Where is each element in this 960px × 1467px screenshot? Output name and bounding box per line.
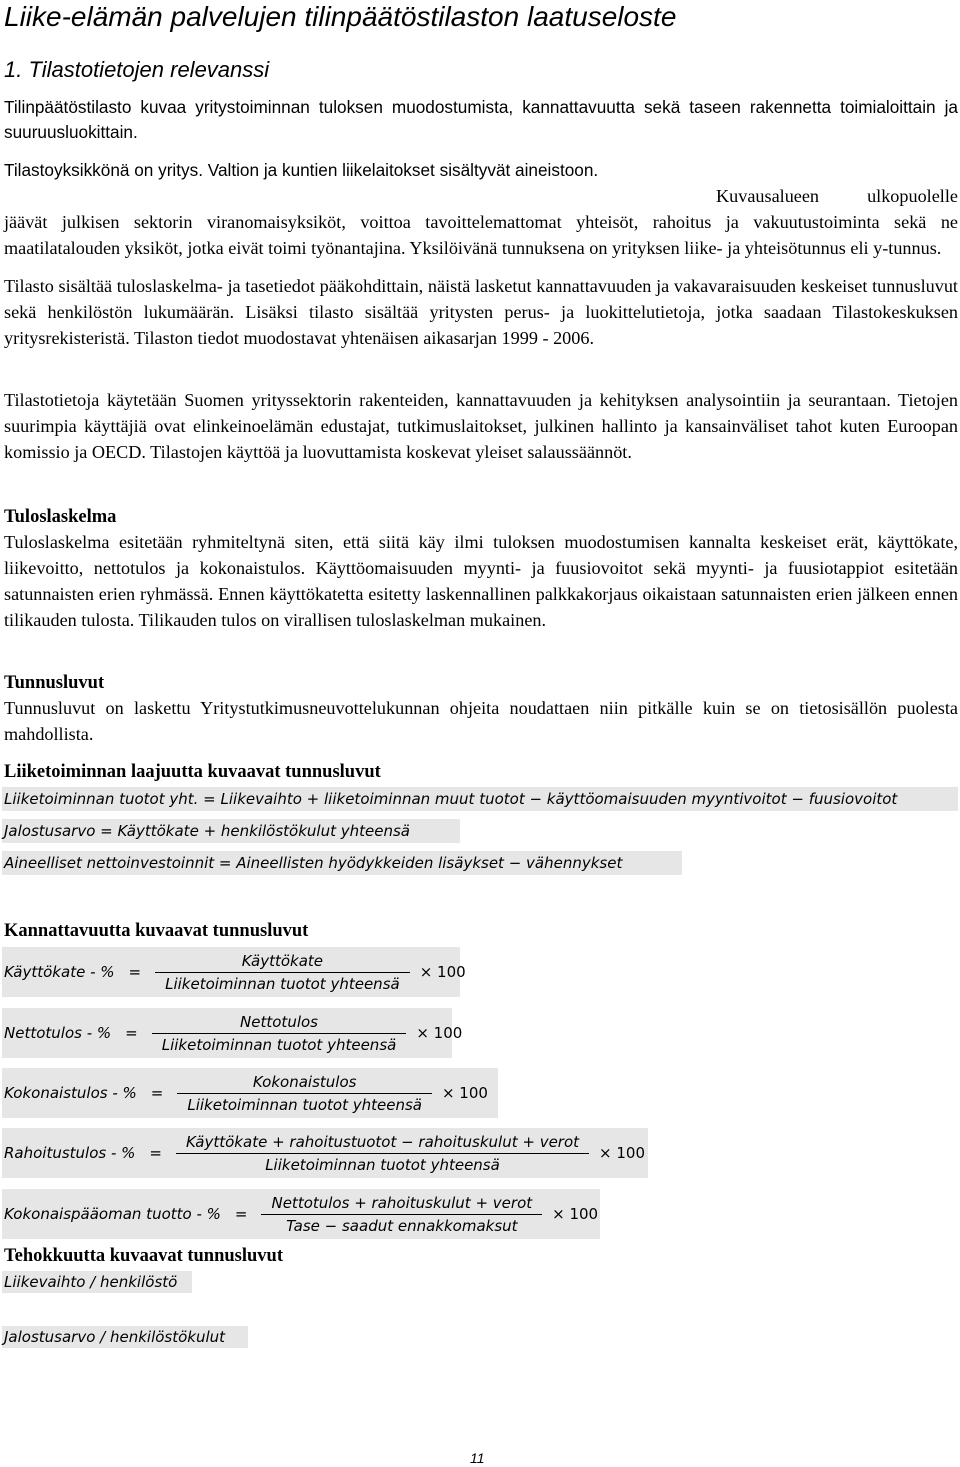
paragraph: Tilastotietoja käytetään Suomen yrityssektorin rakenteiden, kannattavuuden ja kehityksen analysointiin ja seurantaan. Tietojen suurimpia käyttäjiä ovat elinkeinoelämän edustajat, tutkimuslaitokset, julkinen hallinto ja kansainväliset tahot kuten Euroopan komissio ja OECD. Tilastojen käyttöä ja luovuttamista koskevat yleiset salaussäännöt.: [4, 390, 958, 462]
fraction: [177, 1073, 432, 1114]
formula-jalostusarvo: Jalostusarvo = Käyttökate + henkilöstökulut yhteensä: [4, 822, 410, 840]
page-number: 11: [470, 1450, 485, 1466]
equals-sign: =: [128, 963, 142, 981]
formula-kokonaistulos: [4, 1070, 488, 1116]
formula-box: [2, 1008, 463, 1058]
formula-lhs: Kokonaispääoman tuotto - %: [4, 1205, 221, 1223]
paragraph: Tunnusluvut on laskettu Yritystutkimusneuvottelukunnan ohjeita noudattaen niin pitkälle kuin se on tietosisällön puolesta mahdollista.: [4, 698, 958, 744]
paragraph: Kuvausalueen ulkopuolelle jäävät julkisen sektorin viranomaisyksiköt, voittoa tavoittelemattomat yhteisöt, rahoitus ja vakuutustoiminta sekä ne maatilatalouden yksiköt, jotka eivät toimi työnantajina. Yksilöivänä tunnuksena on yrityksen liike- ja yhteisötunnus eli y-tunnus.: [4, 186, 958, 258]
formula-lhs: Rahoitustulos - %: [4, 1144, 136, 1162]
multiplier: × 100: [416, 1024, 463, 1042]
subheading-tunnusluvut: Tunnusluvut: [4, 673, 105, 693]
subheading-laajuus: Liiketoiminnan laajuutta kuvaavat tunnusluvut: [4, 762, 381, 782]
fraction: [176, 1133, 589, 1174]
fraction: [155, 952, 410, 993]
denominator: Tase − saadut ennakkomaksut: [286, 1216, 518, 1235]
subheading-kannattavuus: Kannattavuutta kuvaavat tunnusluvut: [4, 921, 309, 941]
formula-box: [2, 1128, 648, 1178]
subheading-tehokkuus: Tehokkuutta kuvaavat tunnusluvut: [4, 1246, 283, 1266]
section-heading: 1. Tilastotietojen relevanssi: [4, 57, 270, 82]
equals-sign: =: [150, 1084, 164, 1102]
paragraph: Tilastoyksikkönä on yritys. Valtion ja kuntien liikelaitokset sisältyvät aineistoon.: [4, 160, 599, 180]
paragraph: Tilasto sisältää tuloslaskelma- ja tasetiedot pääkohdittain, näistä lasketut kannattavuuden ja vakavaraisuuden keskeiset tunnusluvut sekä henkilöstön lukumäärän. Lisäksi tilasto sisältää yritysten perus- ja luokittelutietoja, jotka saadaan Tilastokeskuksen yritysrekisteristä. Tilaston tiedot muodostavat yhtenäisen aikasarjan 1999 - 2006.: [4, 276, 958, 348]
formula-lhs: Kokonaistulos - %: [4, 1084, 137, 1102]
denominator: Liiketoiminnan tuotot yhteensä: [187, 1095, 422, 1114]
formula-liiketoiminnan-tuotot: Liiketoiminnan tuotot yht. = Liikevaihto + liiketoiminnan muut tuotot − käyttöomaisuuden myyntivoitot − fuusiovoitot: [4, 790, 898, 808]
formula-nettoinvestoinnit: Aineelliset nettoinvestoinnit = Aineellisten hyödykkeiden lisäykset − vähennykset: [4, 854, 623, 872]
multiplier: × 100: [441, 1084, 488, 1102]
formula-box: [2, 787, 958, 811]
numerator: Käyttökate: [241, 951, 324, 970]
formula-liikevaihto-per-henkilosto: Liikevaihto / henkilöstö: [4, 1273, 178, 1291]
numerator: Nettotulos + rahoituskulut + verot: [271, 1193, 533, 1212]
formula-lhs: Käyttökate - %: [4, 963, 115, 981]
denominator: Liiketoiminnan tuotot yhteensä: [265, 1155, 500, 1174]
equals-sign: =: [149, 1144, 162, 1162]
subheading-tuloslaskelma: Tuloslaskelma: [4, 507, 117, 527]
formula-kayttokate: [4, 949, 466, 995]
multiplier: × 100: [599, 1144, 645, 1162]
formula-nettotulos: [4, 1010, 462, 1056]
multiplier: × 100: [419, 963, 466, 981]
numerator: Kokonaistulos: [252, 1072, 357, 1091]
denominator: Liiketoiminnan tuotot yhteensä: [161, 1035, 397, 1054]
paragraph: Tuloslaskelma esitetään ryhmiteltynä siten, että siitä käy ilmi tuloksen muodostumisen kannalta keskeiset erät, käyttökate, liikevoitto, nettotulos ja kokonaistulos. Käyttöomaisuuden myynti- ja fuusiovoitot sekä myynti- ja fuusiotappiot esitetään satunnaisten erien ryhmässä. Ennen käyttökatetta esitetty laskennallinen palkkakorjaus oikaistaan satunnaisten erien jälkeen ennen tilikauden tulosta. Tilikauden tulos on virallisen tuloslaskelman mukainen.: [4, 532, 958, 630]
formula-lhs: Nettotulos - %: [4, 1024, 112, 1042]
formula-box: [2, 1068, 498, 1118]
formula-box: [2, 1189, 600, 1239]
equals-sign: =: [125, 1024, 138, 1042]
formula-jalostusarvo-per-henkilostokulut: Jalostusarvo / henkilöstökulut: [4, 1328, 226, 1346]
formula-box: [2, 819, 460, 843]
formula-box: [2, 1326, 248, 1348]
page-title: Liike-elämän palvelujen tilinpäätöstilaston laatuseloste: [4, 1, 677, 32]
equals-sign: =: [234, 1205, 248, 1223]
formula-kokonaispaaoman-tuotto: [4, 1191, 598, 1237]
formula-box: [2, 947, 466, 997]
denominator: Liiketoiminnan tuotot yhteensä: [165, 974, 400, 993]
multiplier: × 100: [552, 1205, 599, 1223]
numerator: Käyttökate + rahoitustuotot − rahoituskulut + verot: [186, 1132, 580, 1151]
formula-box: [2, 851, 682, 875]
formula-box: [2, 1271, 192, 1293]
fraction: [152, 1013, 407, 1054]
paragraph: Tilinpäätöstilasto kuvaa yritystoiminnan tuloksen muodostumista, kannattavuutta sekä taseen rakennetta toimialoittain ja suuruusluokittain.: [4, 97, 958, 142]
formula-rahoitustulos: [4, 1130, 645, 1176]
fraction: [261, 1194, 542, 1235]
numerator: Nettotulos: [240, 1012, 318, 1031]
